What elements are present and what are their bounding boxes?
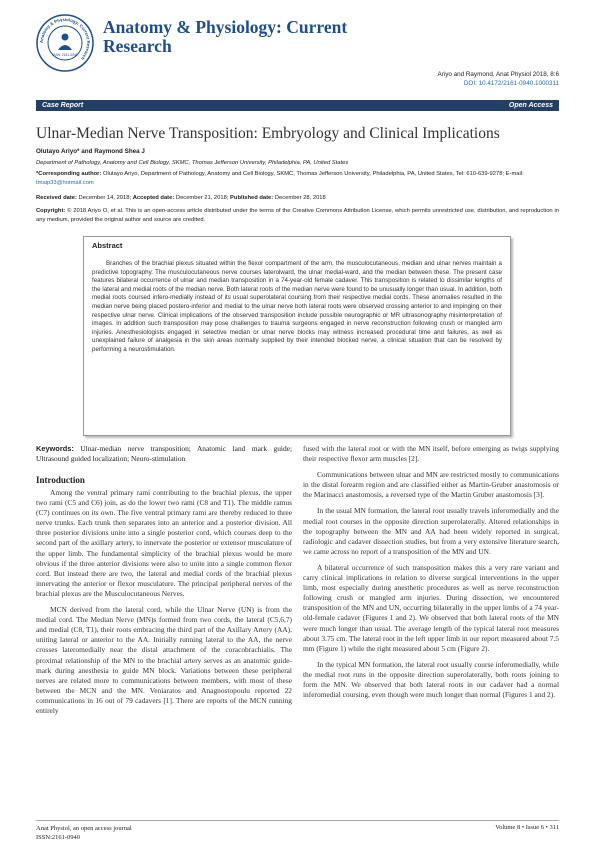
paragraph: In the usual MN formation, the lateral root usually travels inferomedially and the medial root courses in the opposite direction superolaterally. Altered relationships in the topography between the MN and AA had been widely reported in surgical, radiologic and cadaver dissection studies, but from a very extensive literature search, we came across no report of a transposition of the MN and UN. [303, 506, 559, 556]
logo-issn: ISSN: 2161-0940 [52, 53, 78, 57]
paragraph: fused with the lateral root or with the MN itself, before emerging as twigs supplying their respective flexor arm muscles [2]. [303, 444, 559, 464]
paragraph: A bilateral occurrence of such transposition makes this a very rare variant and carry clinical implications in relation to diverse surgical interventions in the upper limb, most especially during anesthetic procedures as well as nerve reconstruction following crush or mangled arm injuries. During dissection, we encountered transposition of the MN and UN, occurring bilaterally in the upper limbs of a 74 year-old-female cadaver (Figures 1 and 2). We observed that both lateral roots of the MN were much longer than usual. The average length of the typical lateral root measures about 3.75 cm. The lateral root in the left upper limb in our report measured about 7.5 mm (Figure 1) while the right measured about 5 cm (Figure 2). [303, 562, 559, 653]
received-label: Received date: [36, 195, 77, 201]
introduction-heading: Introduction [36, 475, 85, 485]
keywords-label: Keywords: [36, 444, 74, 453]
footer-journal-name: Anat Physiol, an open access journal [36, 825, 132, 832]
article-dates [36, 195, 559, 201]
footer-volume: Volume 8 • Issue 6 • 311 [495, 824, 559, 831]
corr-text: Olutayo Ariyo, Department of Pathology, Anatomy and Cell Biology, SKMC, Thomas Jefferson University, Philadelphia, PA, United States, Tel: 610-639-9278; E-mail: [103, 171, 524, 177]
accepted-label: Accepted date: [132, 195, 175, 201]
copyright-text: © 2018 Ariyo O, et al. This is an open-access article distributed under the terms of the Creative Commons Attribution License, which permits unrestricted use, distribution, and reproduction in any medium, provided the original author and source are credited. [36, 208, 559, 223]
published-date: December 28, 2018 [274, 195, 326, 201]
citation: Ariyo and Raymond, Anat Physiol 2018, 8:6 [437, 71, 559, 78]
footer-divider [36, 820, 559, 821]
corresponding-author [36, 170, 559, 188]
footer-journal [36, 824, 132, 842]
email-link[interactable]: tmaip33@hotmail.com [36, 180, 94, 186]
footer-issn: ISSN:2161-0940 [36, 834, 81, 841]
paragraph: Among the ventral primary rami contributing to the brachial plexus, the upper two rami (C5 and C6) join, as do the lower two rami (C8 and T1). The middle ramus (C7) continues on its own. The five ventral primary rami are thereby reduced to three nerve trunks. Each trunk then separates into an anterior and a posterior division. All three posterior divisions unite into a single posterior cord, which courses deep to the second part of the axillary artery, to innervate the posterior or extensor musculature of the upper limb. The fundamental simplicity of the brachial plexus would be more obvious if the three anterior divisions were also to unite into a single common flexor cord. But instead there are two, the lateral and medial cords of the brachial plexus innervating the anterior or flexor musculature. The principal peripheral nerves of the brachial plexus are the Musculocutaneous Nerves. [36, 488, 292, 598]
accepted-date: December 21, 2018; [175, 195, 229, 201]
right-column [303, 444, 559, 706]
article-title: Ulnar-Median Nerve Transposition: Embryology and Clinical Implications [36, 125, 500, 142]
journal-title[interactable]: Anatomy & Physiology: Current Research [103, 17, 348, 56]
corr-label: *Corresponding author: [36, 171, 102, 177]
journal-logo [36, 14, 94, 72]
paragraph: Communications between ulnar and MN are restricted mostly to communications in the distal forearm region and are classified either as Martin-Gruber anastomosis or the Marinacci anastomosis, a reversed type of the Martin Gruber anastomosis [3]. [303, 470, 559, 500]
authors: Olutayo Ariyo* and Raymond Shea J [36, 148, 145, 155]
affiliation: Department of Pathology, Anatomy and Cell Biology, SKMC, Thomas Jefferson University, Philadelphia, PA, United States [36, 160, 349, 166]
paragraph: In the typical MN formation, the lateral root usually course inferomedially, while the medial root runs in the opposite direction superolaterally, both roots joining to form the MN. We observed that both lateral roots in our cadaver had a normal inferomedial coursing, even though were much longer than normal (Figures 1 and 2). [303, 659, 559, 700]
left-column [36, 488, 292, 722]
article-type: Case Report [42, 102, 84, 109]
article-type-bar [36, 100, 559, 111]
logo-ring-text: Anatomy & Physiology: Current Research [38, 16, 92, 62]
received-date: December 14, 2018; [78, 195, 132, 201]
published-label: Published date: [230, 195, 274, 201]
copyright [36, 207, 559, 225]
paragraph: MCN derived from the lateral cord, while the Ulnar Nerve (UN) is from the medial cord. The Median Nerve (MN)s formed from two cords, the lateral (C5,6,7) and medial (C8, T1), their roots embracing the third part of the Axillary Artery (AA), uniting lateral or anterior to the AA. Initially running lateral to the AA, the nerve crosses lateromedially near the distal attachment of the coracobrachialis. The proximal relationship of the MN to the brachial artery serves as an anatomic guide-mark during anesthesia to guide MN block. Variations between these peripheral nerves are related more to communications between members, with most of these between the MCN and the MN. Veniaratos and Anagnostopoulu reported 22 communications in 16 out of 79 cadavers [1]. There are reports of the MCN running entirely [36, 605, 292, 715]
abstract-box [83, 236, 511, 436]
copyright-label: Copyright: [36, 208, 66, 214]
keywords [36, 444, 292, 464]
citation-block [438, 70, 559, 88]
open-access-label: Open Access [508, 102, 553, 109]
keywords-text: Ulnar-median nerve transposition; Anatomic land mark guide; Ultrasound guided localization; Neuro-stimulation [36, 444, 292, 463]
abstract-text: Branches of the brachial plexus situated within the flexor compartment of the arm, the musculocutaneous, median and ulnar nerves maintain a predictive topography. The musculocutaneous nerve courses laterolward, the ulnar medial-ward, and the median between these. The present case features bilateral occurrence of ulnar and median transposition in a 74-year-old female cadaver. This transposition is related to dissimilar lengths of the lateral and medial roots of the median nerve. Both lateral roots of the median nerve were found to be unusually longer than usual. In addition, both medial roots coursed infero-medially instead of its usual superolateral coursing from their respective medial cords. These anomalies resulted in the median nerve being placed postero-inferior and medial to the ulnar nerve both lateral roots were observed crossing anterior to and impinging on their respective ulnar nerve. Clinical implications of the observed transposition include possible neurographic or MR ultrasonography misinterpretation of images. In addition such transposition may pose challenges to trauma surgeons engaged in nerve reconstruction following crush or mangled arm injuries. Anesthesiologists engaged in selective median or ulnar nerve blocks may witness increased procedural time and failures, as well as unexplained failure of analgesia in the skin areas normally supplied by their intended blocked nerve, a clinical situation that can be resolved by performing a neurostimulation. [92, 260, 503, 353]
abstract-heading: Abstract [92, 241, 123, 250]
doi-link[interactable]: DOI: 10.4172/2161-0940.1000311 [463, 80, 559, 87]
